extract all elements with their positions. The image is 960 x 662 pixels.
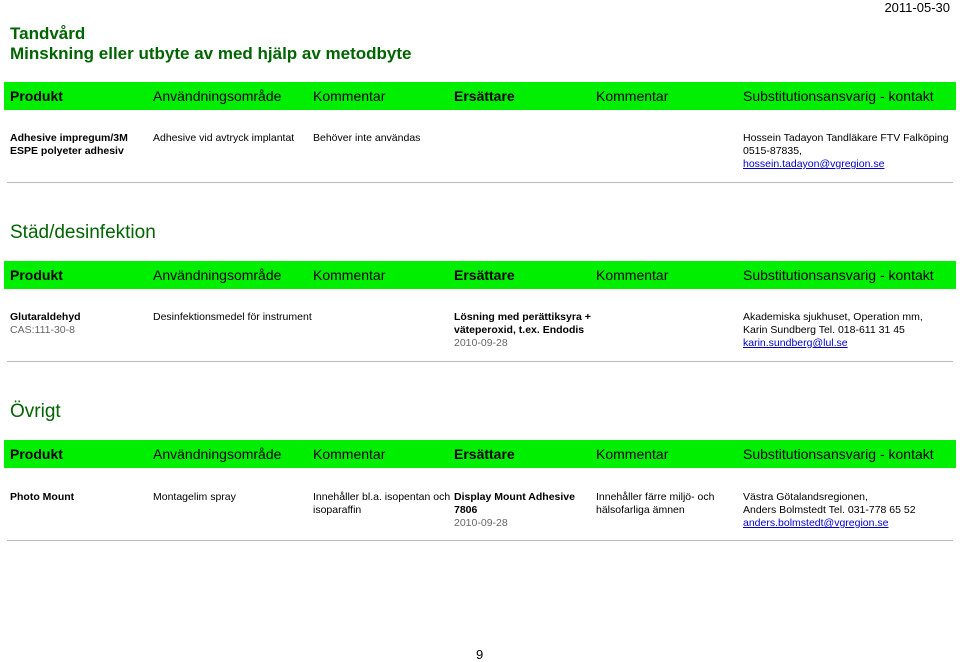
section-title-ovrigt: Övrigt [10, 401, 61, 422]
document-title [10, 24, 411, 64]
row2-anvandning: Desinfektionsmedel för instrument [153, 311, 312, 323]
row1-anvandning: Adhesive vid avtryck implantat [153, 132, 295, 144]
divider [7, 540, 953, 541]
row2-produkt: Glutaraldehyd CAS:111-30-8 [10, 311, 81, 336]
header-kommentar: Kommentar [313, 88, 386, 104]
row2-date: 2010-09-28 [454, 337, 508, 349]
header-kommentar: Kommentar [313, 446, 386, 462]
table-header-2 [4, 261, 956, 289]
row3-email-link[interactable]: anders.bolmstedt@vgregion.se [743, 517, 889, 529]
header-kommentar-2: Kommentar [596, 446, 669, 462]
table-header-1 [4, 82, 956, 110]
header-kommentar-2: Kommentar [596, 88, 669, 104]
row3-ersattare: Display Mount Adhesive 7806 2010-09-28 [454, 491, 575, 529]
header-anvandningsomrade: Användningsområde [153, 446, 282, 462]
title-line-2: Minskning eller utbyte av med hjälp av metodbyte [10, 44, 412, 63]
row1-email-link[interactable]: hossein.tadayon@vgregion.se [743, 158, 885, 170]
document-date: 2011-05-30 [884, 0, 950, 15]
row2-kontakt: Akademiska sjukhuset, Operation mm, Karin Sundberg Tel. 018-611 31 45 karin.sundberg@lul.se [743, 311, 923, 349]
row3-date: 2010-09-28 [454, 517, 508, 529]
row3-kommentar: Innehåller bl.a. isopentan och isoparaffin [313, 491, 451, 516]
row2-email-link[interactable]: karin.sundberg@lul.se [743, 337, 848, 349]
table-header-3 [4, 440, 956, 468]
divider [7, 182, 953, 183]
header-anvandningsomrade: Användningsområde [153, 88, 282, 104]
row3-anvandning: Montagelim spray [153, 491, 236, 503]
header-produkt: Produkt [10, 446, 63, 462]
header-produkt: Produkt [10, 267, 63, 283]
header-kontakt: Substitutionsansvarig - kontakt [743, 88, 934, 104]
header-anvandningsomrade: Användningsområde [153, 267, 282, 283]
header-ersattare: Ersättare [454, 446, 515, 462]
header-kommentar-2: Kommentar [596, 267, 669, 283]
divider [7, 361, 953, 362]
header-ersattare: Ersättare [454, 267, 515, 283]
title-line-1: Tandvård [10, 24, 86, 43]
row2-cas: CAS:111-30-8 [10, 324, 75, 336]
row1-kommentar: Behöver inte användas [313, 132, 421, 144]
row3-produkt: Photo Mount [10, 491, 75, 503]
row3-kommentar-2: Innehåller färre miljö- och hälsofarliga ämnen [596, 491, 715, 516]
page-number: 9 [476, 647, 484, 662]
row2-ersattare: Lösning med perättiksyra + väteperoxid, t.ex. Endodis 2010-09-28 [454, 311, 591, 349]
header-kontakt: Substitutionsansvarig - kontakt [743, 446, 934, 462]
header-produkt: Produkt [10, 88, 63, 104]
row3-kontakt: Västra Götalandsregionen, Anders Bolmstedt Tel. 031-778 65 52 anders.bolmstedt@vgregion.se [743, 491, 916, 529]
header-kontakt: Substitutionsansvarig - kontakt [743, 267, 934, 283]
header-kommentar: Kommentar [313, 267, 386, 283]
header-ersattare: Ersättare [454, 88, 515, 104]
row1-produkt: Adhesive impregum/3M ESPE polyeter adhesiv [10, 132, 128, 157]
section-title-stad: Städ/desinfektion [10, 222, 156, 243]
row1-kontakt: Hossein Tadayon Tandläkare FTV Falköping 0515-87835, hossein.tadayon@vgregion.se [743, 132, 949, 170]
